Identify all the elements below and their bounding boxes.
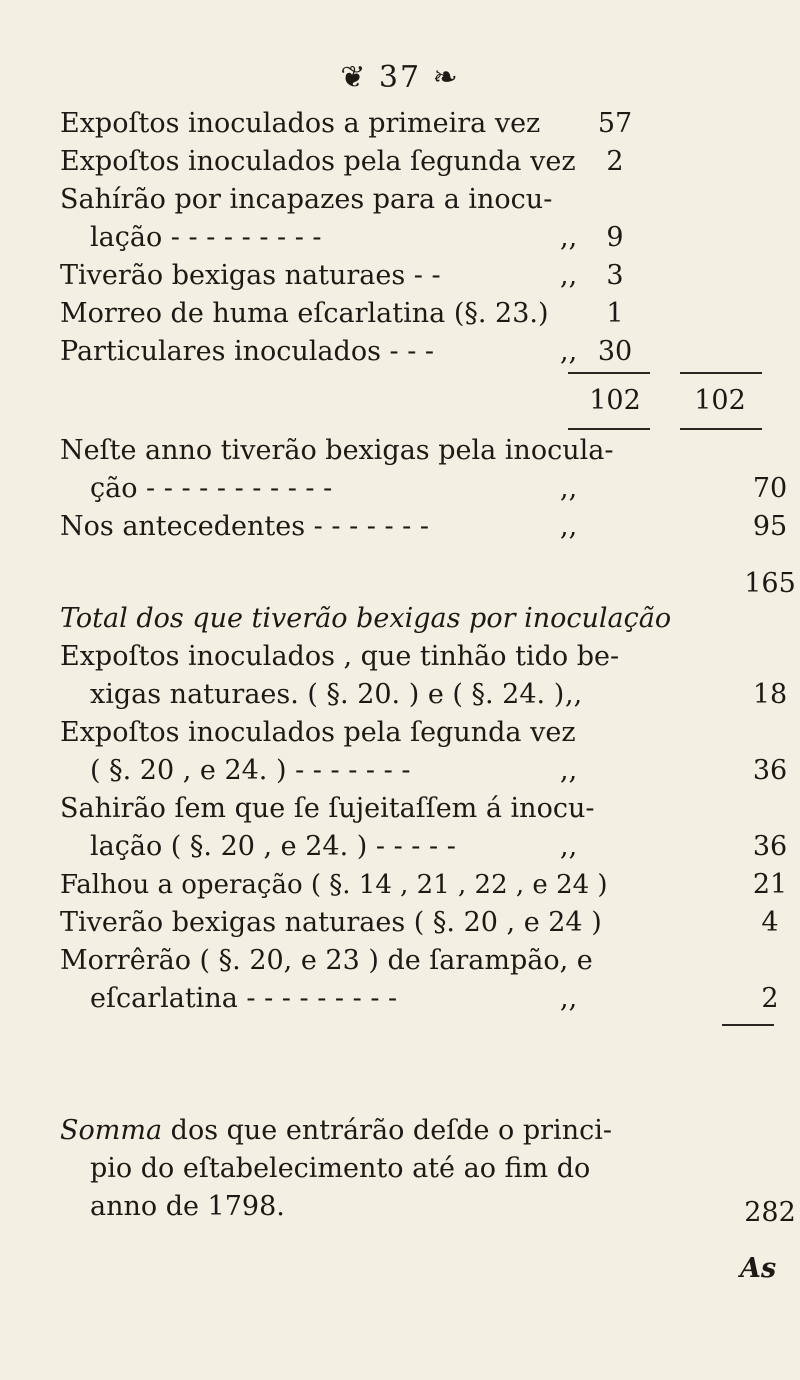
row-label: xigas naturaes. ( §. 20. ) e ( §. 24. ) [90,679,565,710]
ditto-mark: ,, [560,473,578,504]
row-label: Particulares inoculados - - - [60,336,435,367]
row-value: 2 [606,146,624,177]
table-row [0,904,800,942]
section-title-row [0,600,800,638]
row-value: 3 [606,260,624,291]
row-value: 36 [752,831,788,862]
row-label: Tiverão bexigas naturaes ( §. 20 , e 24 ) [60,907,602,938]
row-value: 2 [761,983,779,1014]
summary-value: 282 [744,1197,796,1228]
row-label: Nos antecedentes - - - - - - - [60,511,430,542]
table-row [0,980,800,1018]
row-value: 9 [606,222,624,253]
ditto-mark: ,, [560,336,578,367]
table-row [0,676,800,714]
table-row [0,828,800,866]
ditto-mark: ,, [560,260,578,291]
summary-text: anno de 1798. [90,1191,285,1222]
row-label: lação - - - - - - - - - [90,222,322,253]
row-value: 18 [752,679,788,710]
row-label: Sahirão ſem que ſe ſujeitaſſem á inocu- [60,793,595,824]
table-row [0,508,800,546]
table-row [0,295,800,333]
sum-rule [722,1024,774,1026]
row-value: 36 [752,755,788,786]
row-label: Sahírão por incapazes para a inocu- [60,184,553,215]
ditto-mark: ,, [560,511,578,542]
row-value: 95 [752,511,788,542]
sum-rule [568,372,650,374]
table-row [0,866,800,904]
catchword: As [740,1253,777,1284]
row-value: 4 [761,907,779,938]
table-row [0,105,800,143]
sum-rule [680,428,762,430]
row-label: Expoſtos inoculados pela ſegunda vez [60,146,576,177]
sum-rule [680,372,762,374]
summary-lead: Somma [60,1115,163,1146]
row-value: 30 [597,336,633,367]
table-row [0,752,800,790]
row-value: 70 [752,473,788,504]
page-header: ❦ 37 ❧ [340,60,460,95]
row-label: lação ( §. 20 , e 24. ) - - - - - [90,831,456,862]
subtotal-left: 102 [589,385,641,416]
table-row [0,714,800,752]
row-label: Tiverão bexigas naturaes - - [60,260,441,291]
summary-text: dos que entrárão deſde o princi- [170,1115,612,1146]
summary-text: pio do eſtabelecimento até ao fim do [90,1153,591,1184]
table-row [0,470,800,508]
ditto-mark: ,, [560,755,578,786]
ditto-mark: ,, [565,679,583,710]
catchword-row [0,1250,800,1288]
row-label: Expoſtos inoculados , que tinhão tido be- [60,641,620,672]
subtotal-value: 165 [744,568,796,599]
table-row [0,333,800,371]
row-label: Expoſtos inoculados pela ſegunda vez [60,717,576,748]
row-label: Morrêrão ( §. 20, e 23 ) de ſarampão, e [60,945,593,976]
sum-rule [568,428,650,430]
subtotal-row [0,565,800,603]
subtotal-row [0,382,800,420]
ditto-mark: ,, [560,831,578,862]
summary-row [0,1150,800,1188]
table-row [0,257,800,295]
table-row [0,143,800,181]
row-label: ( §. 20 , e 24. ) - - - - - - - [90,755,411,786]
row-label: Morreo de huma eſcarlatina (§. 23.) [60,298,549,329]
row-label: eſcarlatina - - - - - - - - - [90,983,398,1014]
ditto-mark: ,, [560,222,578,253]
row-value: 21 [752,869,788,900]
summary-row [0,1112,800,1150]
table-row [0,432,800,470]
summary-row [0,1188,800,1226]
row-value: 1 [606,298,624,329]
row-value: 57 [597,108,633,139]
table-row [0,219,800,257]
table-row [0,790,800,828]
table-row [0,181,800,219]
row-label: Neſte anno tiverão bexigas pela inocula- [60,435,614,466]
row-label: Expoſtos inoculados a primeira vez [60,108,541,139]
subtotal-right: 102 [694,385,746,416]
ditto-mark: ,, [560,983,578,1014]
table-row [0,942,800,980]
table-row [0,638,800,676]
row-label: Falhou a operação ( §. 14 , 21 , 22 , e 24 ) [60,870,608,900]
section-title: Total dos que tiverão bexigas por inoculação [60,603,672,634]
row-label: ção - - - - - - - - - - - [90,473,333,504]
